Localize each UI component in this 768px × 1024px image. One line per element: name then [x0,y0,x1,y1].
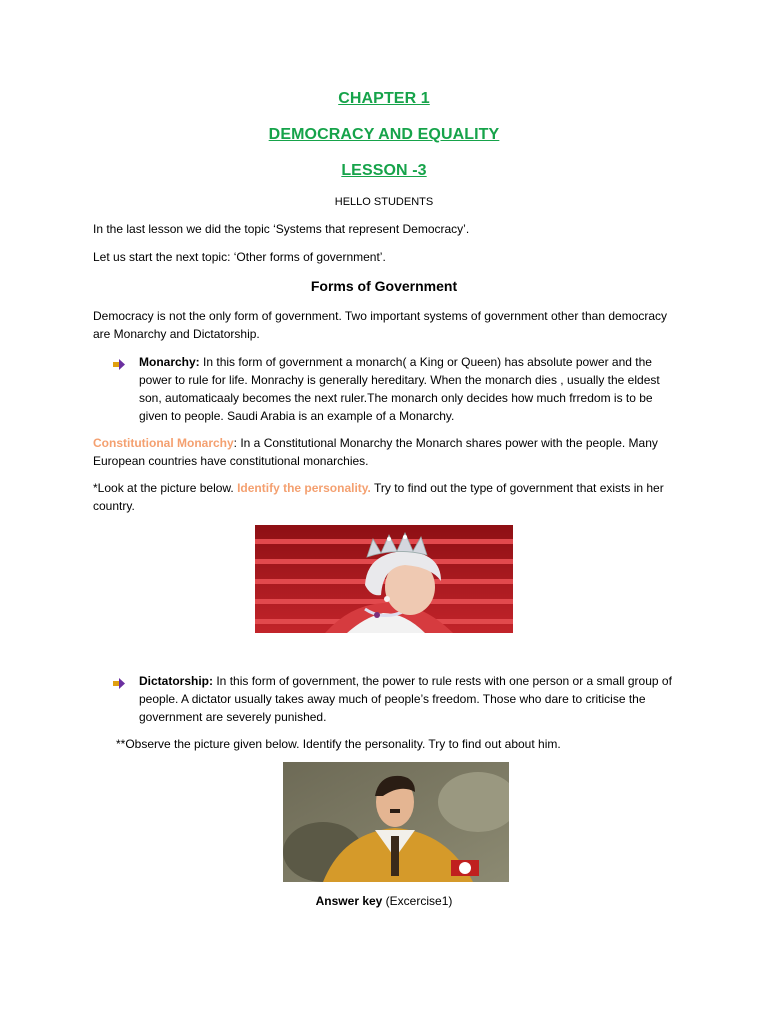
chapter-heading: CHAPTER 1 [338,90,430,107]
dictatorship-description: In this form of government, the power to rule rests with one person or a small group of people. A dictator usually takes away much of people’s freedom. Those who dare to criticise the government are severely punished. [139,674,672,724]
dictator-photo [283,762,509,882]
activity-1-highlight: Identify the personality. [237,481,371,495]
constitutional-description: : In a Constitutional Monarchy the Monarch shares power with the people. Many European countries have constitutional monarchies. [93,436,658,468]
monarchy-bullet [113,353,683,425]
section-heading: Forms of Government [310,278,458,294]
monarchy-text [139,353,683,425]
section-paragraph: Democracy is not the only form of government. Two important systems of government other than democracy are Monarchy and Dictatorship. [93,309,668,341]
dictatorship-bullet [113,672,683,726]
constitutional-paragraph [93,434,683,470]
dictatorship-text [139,672,683,726]
constitutional-term: Constitutional Monarchy [93,436,234,450]
intro-line-1: In the last lesson we did the topic ‘Systems that represent Democracy’. [93,222,470,236]
greeting: HELLO STUDENTS [334,196,434,208]
answer-key-detail: (Excercise1) [382,894,453,908]
monarchy-description: In this form of government a monarch( a King or Queen) has absolute power and the power to rule for life. Monrachy is generally hereditary. When the monarch dies , usually the eldest son, automaticaaly becomes the next ruler.The monarch only decides how much frredom is to be given to people. Saudi Arabia is an example of a Monarchy. [139,355,660,423]
activity-1-suffix: Try to find out the type of government that exists in her country. [93,481,664,513]
intro-line-2: Let us start the next topic: ‘Other forms of government’. [93,250,386,264]
activity-1 [93,479,673,515]
activity-1-prefix: *Look at the picture below. [93,481,238,495]
activity-2: **Observe the picture given below. Identify the personality. Try to find out about him. [116,737,561,751]
monarchy-term: Monarchy: [139,355,200,369]
answer-key-label: Answer key [315,894,383,908]
arrow-bullet-icon [113,672,139,726]
chapter-title: DEMOCRACY AND EQUALITY [268,126,500,143]
queen-photo [255,525,513,633]
answer-key-line [0,894,768,908]
dictatorship-term: Dictatorship: [139,674,214,688]
arrow-bullet-icon [113,353,139,425]
lesson-heading: LESSON -3 [341,162,427,179]
